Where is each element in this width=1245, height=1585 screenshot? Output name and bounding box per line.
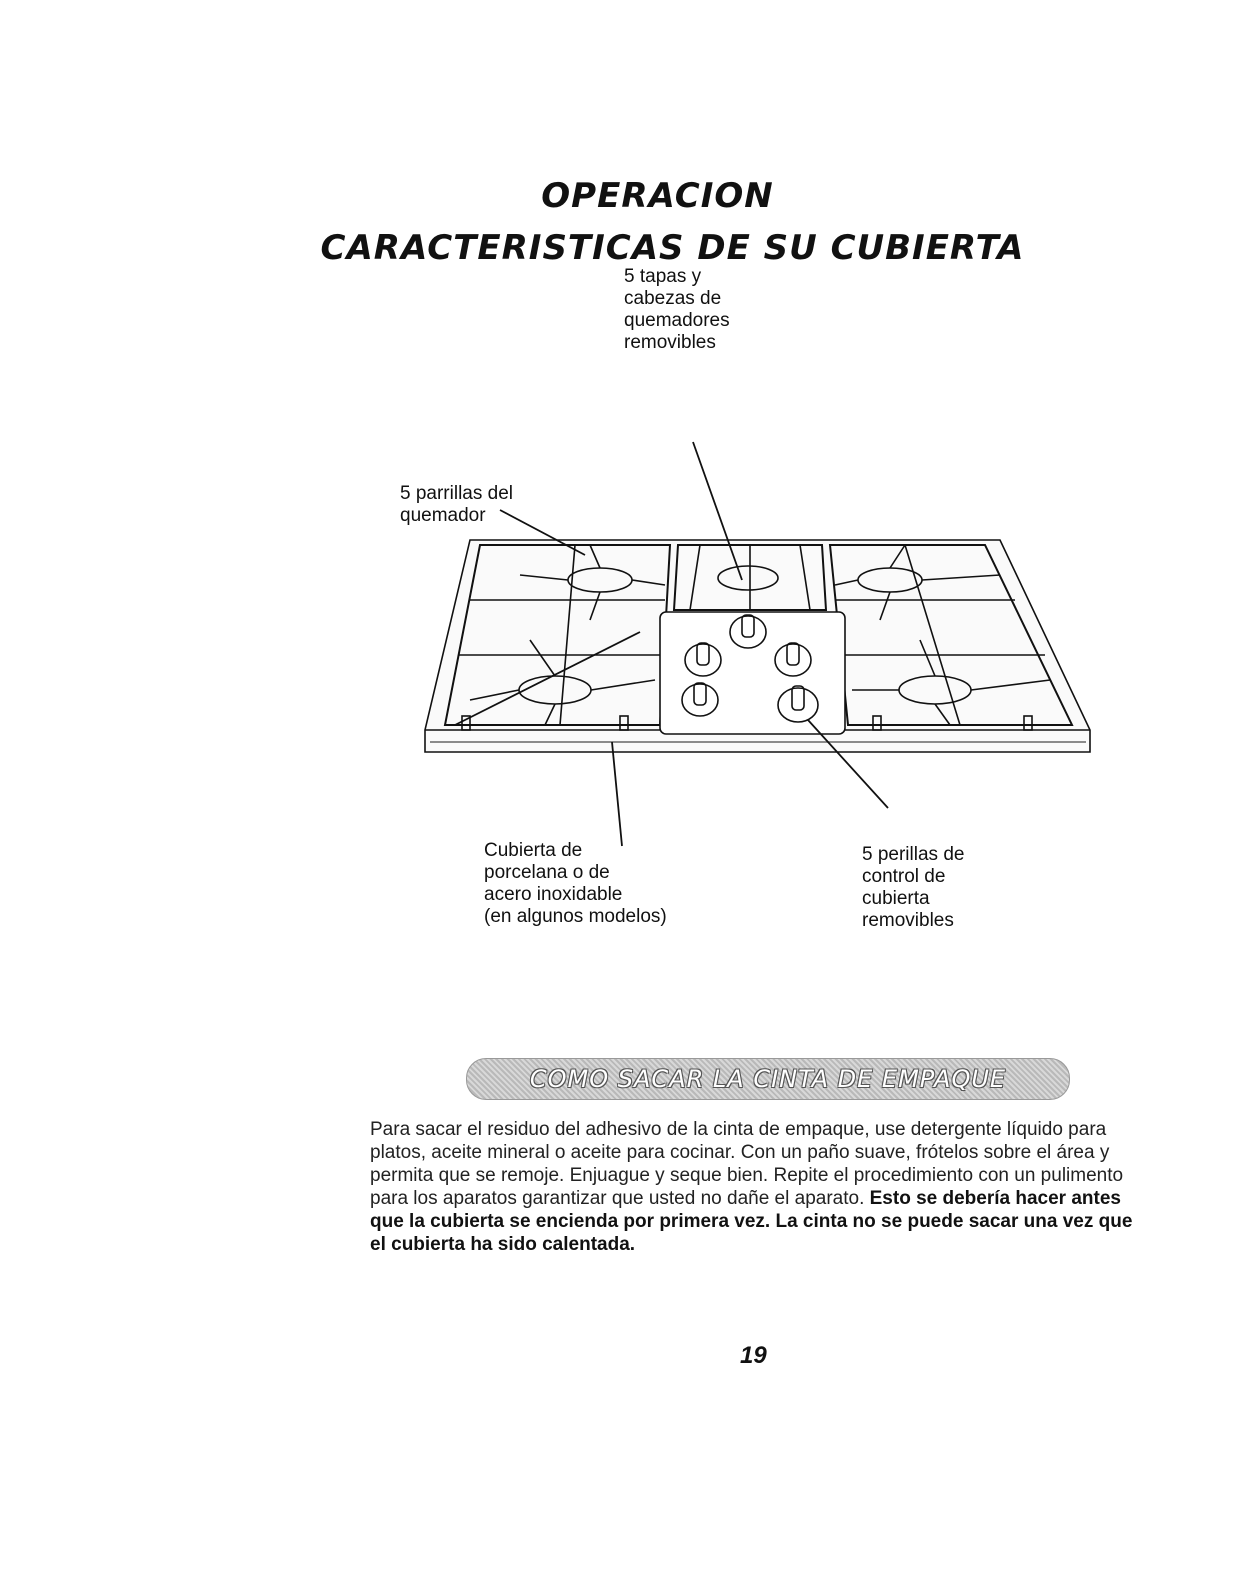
page-subtitle: CARACTERISTICAS DE SU CUBIERTA: [320, 228, 1025, 268]
page-title: OPERACION: [541, 176, 774, 216]
label-knobs: 5 perillas de control de cubierta removibles: [862, 844, 965, 931]
page-number: 19: [740, 1342, 767, 1369]
section-banner-title: COMO SACAR LA CINTA DE EMPAQUE: [529, 1065, 1007, 1093]
control-panel: [660, 612, 845, 734]
label-burner-heads: 5 tapas y cabezas de quemadores removibles: [624, 266, 730, 353]
leader-cooktop: [612, 742, 622, 846]
instructions-paragraph: [370, 1118, 1150, 1256]
instructions-warning: Esto se debería hacer antes que la cubierta se encienda por primera vez. La cinta no se puede sacar una vez que el cubierta ha sido calentada.: [370, 1188, 1133, 1255]
label-grates: 5 parrillas del quemador: [400, 483, 513, 526]
label-cooktop: Cubierta de porcelana o de acero inoxidable (en algunos modelos): [484, 840, 667, 927]
instructions-text: Para sacar el residuo del adhesivo de la cinta de empaque, use detergente líquido para platos, aceite mineral o aceite para cocinar. Con un paño suave, frótelos sobre el área y permita que se remoje. Enjuague y seque bien. Repite el procedimiento con un pulimento para los aparatos garantizar que usted no dañe el aparato.: [370, 1119, 1124, 1209]
section-banner: [466, 1058, 1070, 1100]
